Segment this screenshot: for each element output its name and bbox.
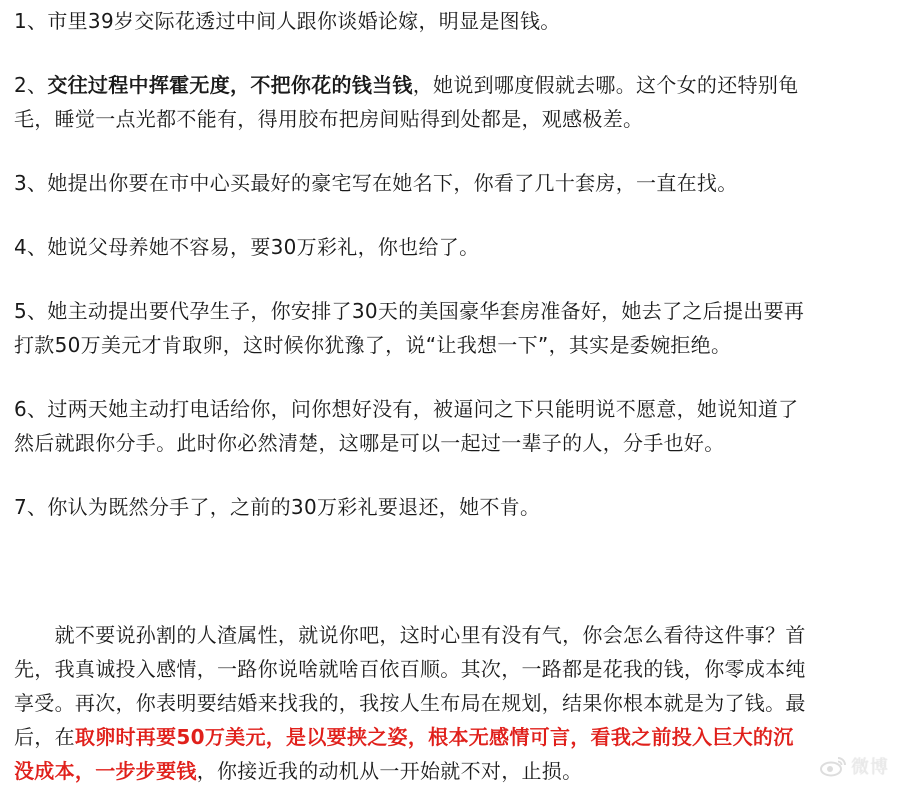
list-item-7 [14, 490, 540, 524]
list-item-2-bold-text: 交往过程中挥霍无度，不把你花的钱当钱 [47, 73, 413, 97]
summary-highlight-2: 没成本，一步步要钱 [14, 759, 197, 783]
summary-line-4-text: 后，在 [14, 725, 75, 749]
list-item-5-line-1: 5、她主动提出要代孕生子，你安排了30天的美国豪华套房准备好，她去了之后提出要再 [14, 299, 805, 323]
weibo-logo-icon [819, 755, 847, 777]
list-item-2-number: 2、 [14, 73, 48, 97]
summary-line-1: 就不要说孙割的人渣属性，就说你吧，这时心里有没有气，你会怎么看待这件事？首 [14, 623, 806, 647]
summary-line-3: 享受。再次，你表明要结婚来找我的，我按人生布局在规划，结果你根本就是为了钱。最 [14, 691, 806, 715]
summary-highlight-1: 取卵时再要50万美元，是以要挟之姿，根本无感情可言，看我之前投入巨大的沉 [74, 725, 794, 749]
list-item-6-line-1: 6、过两天她主动打电话给你，问你想好没有，被逼问之下只能明说不愿意，她说知道了 [14, 397, 799, 421]
list-item-5 [14, 294, 804, 362]
summary-paragraph [14, 618, 806, 788]
list-item-1-text: 1、市里39岁交际花透过中间人跟你谈婚论嫁，明显是图钱。 [14, 9, 561, 33]
summary-line-2: 先，我真诚投入感情，一路你说啥就啥百依百顺。其次，一路都是花我的钱，你零成本纯 [14, 657, 806, 681]
summary-line-4 [14, 720, 806, 754]
list-item-5-line-2: 打款50万美元才肯取卵，这时候你犹豫了，说“让我想一下”，其实是委婉拒绝。 [14, 333, 732, 357]
summary-line-5-text: ，你接近我的动机从一开始就不对，止损。 [196, 759, 583, 783]
list-item-2-line-1 [14, 68, 798, 102]
list-item-6 [14, 392, 798, 460]
list-item-4-text: 4、她说父母养她不容易，要30万彩礼，你也给了。 [14, 235, 480, 259]
list-item-3-text: 3、她提出你要在市中心买最好的豪宅写在她名下，你看了几十套房，一直在找。 [14, 171, 738, 195]
summary-line-5 [14, 754, 806, 788]
list-item-3 [14, 166, 738, 200]
list-item-4 [14, 230, 479, 264]
list-item-2-line-2: 毛，睡觉一点光都不能有，得用胶布把房间贴得到处都是，观感极差。 [14, 107, 644, 131]
list-item-7-text: 7、你认为既然分手了，之前的30万彩礼要退还，她不肯。 [14, 495, 541, 519]
list-item-6-line-2: 然后就跟你分手。此时你必然清楚，这哪是可以一起过一辈子的人，分手也好。 [14, 431, 725, 455]
watermark-text: 微博 [851, 757, 889, 778]
list-item-2-text: ，她说到哪度假就去哪。这个女的还特别龟 [412, 73, 799, 97]
list-item-1 [14, 4, 561, 38]
watermark [819, 753, 889, 779]
list-item-2 [14, 68, 798, 136]
